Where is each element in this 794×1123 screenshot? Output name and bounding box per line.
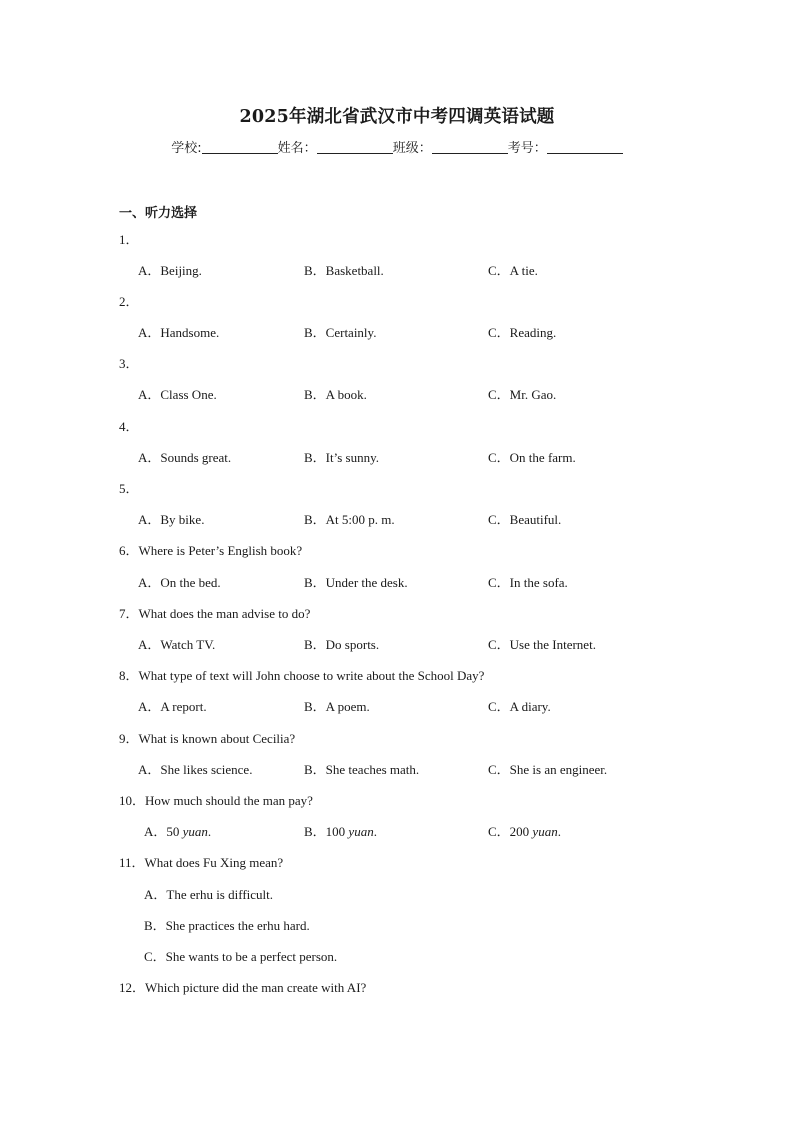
question-number: 4．: [119, 419, 139, 434]
question-12: [119, 977, 366, 996]
name-label: 姓名：: [277, 141, 317, 156]
question-5: [119, 478, 139, 497]
option-c: C．Mr. Gao.: [488, 387, 557, 402]
option-b: B．She teaches math.: [304, 762, 420, 777]
question-number: 2．: [119, 294, 139, 309]
option-c: C．200 yuan.: [488, 824, 561, 839]
option-b: B．100 yuan.: [304, 824, 377, 839]
question-number: 1．: [119, 232, 139, 247]
option-a: A．The erhu is difficult.: [144, 887, 274, 902]
option-a: A．Class One.: [138, 387, 217, 402]
option-c: C．She wants to be a perfect person.: [144, 949, 338, 964]
question-2: [119, 291, 139, 310]
option-a: A．Sounds great.: [138, 450, 232, 465]
option-a: A．She likes science.: [138, 762, 253, 777]
question-text: What is known about Cecilia?: [138, 731, 296, 746]
school-label: 学校:: [171, 141, 202, 156]
option-c: C．Reading.: [488, 325, 557, 340]
option-b: B．At 5:00 p. m.: [304, 512, 395, 527]
option-c: C．A tie.: [488, 263, 538, 278]
section-title: 一、听力选择: [119, 206, 198, 221]
question-9: [119, 728, 295, 747]
option-c: C．In the sofa.: [488, 575, 568, 590]
question-number: 9．: [119, 731, 139, 746]
option-b: B．Basketball.: [304, 263, 384, 278]
exam-no-blank[interactable]: [547, 141, 623, 154]
question-number: 10．: [119, 793, 146, 808]
option-c: C．Use the Internet.: [488, 637, 596, 652]
question-text: Which picture did the man create with AI?: [145, 980, 367, 995]
question-4: [119, 416, 139, 435]
question-text: Where is Peter’s English book?: [138, 543, 303, 558]
question-text: What does the man advise to do?: [138, 606, 311, 621]
option-b: B．Do sports.: [304, 637, 380, 652]
school-blank[interactable]: [202, 141, 278, 154]
class-blank[interactable]: [432, 141, 508, 154]
option-a: A．50 yuan.: [144, 824, 212, 839]
exam-no-label: 考号：: [507, 141, 547, 156]
question-number: 5．: [119, 481, 139, 496]
option-b: B．Under the desk.: [304, 575, 408, 590]
question-8: [119, 665, 484, 684]
question-11: [119, 852, 283, 871]
option-c: C．On the farm.: [488, 450, 576, 465]
option-a: A．Beijing.: [138, 263, 202, 278]
question-number: 8．: [119, 668, 139, 683]
option-a: A．Watch TV.: [138, 637, 216, 652]
question-number: 11．: [119, 855, 145, 870]
question-1: [119, 229, 139, 248]
class-label: 班级：: [392, 141, 432, 156]
question-text: What type of text will John choose to write about the School Day?: [138, 668, 485, 683]
question-10: [119, 790, 313, 809]
option-a: A．By bike.: [138, 512, 205, 527]
question-number: 3．: [119, 356, 139, 371]
student-info-line: [0, 137, 794, 156]
option-c: C．She is an engineer.: [488, 762, 608, 777]
question-number: 12．: [119, 980, 146, 995]
question-text: How much should the man pay?: [145, 793, 313, 808]
option-a: A．A report.: [138, 699, 207, 714]
option-a: A．Handsome.: [138, 325, 220, 340]
option-a: A．On the bed.: [138, 575, 221, 590]
question-7: [119, 603, 310, 622]
option-b: B．She practices the erhu hard.: [144, 918, 310, 933]
option-c: C．A diary.: [488, 699, 551, 714]
page-title: 2025年湖北省武汉市中考四调英语试题: [239, 107, 555, 127]
question-3: [119, 353, 139, 372]
option-b: B．It’s sunny.: [304, 450, 379, 465]
option-b: B．Certainly.: [304, 325, 377, 340]
option-b: B．A poem.: [304, 699, 370, 714]
option-c: C．Beautiful.: [488, 512, 562, 527]
question-number: 6．: [119, 543, 139, 558]
name-blank[interactable]: [317, 141, 393, 154]
question-6: [119, 540, 302, 559]
question-text: What does Fu Xing mean?: [144, 855, 284, 870]
option-b: B．A book.: [304, 387, 367, 402]
question-number: 7．: [119, 606, 139, 621]
